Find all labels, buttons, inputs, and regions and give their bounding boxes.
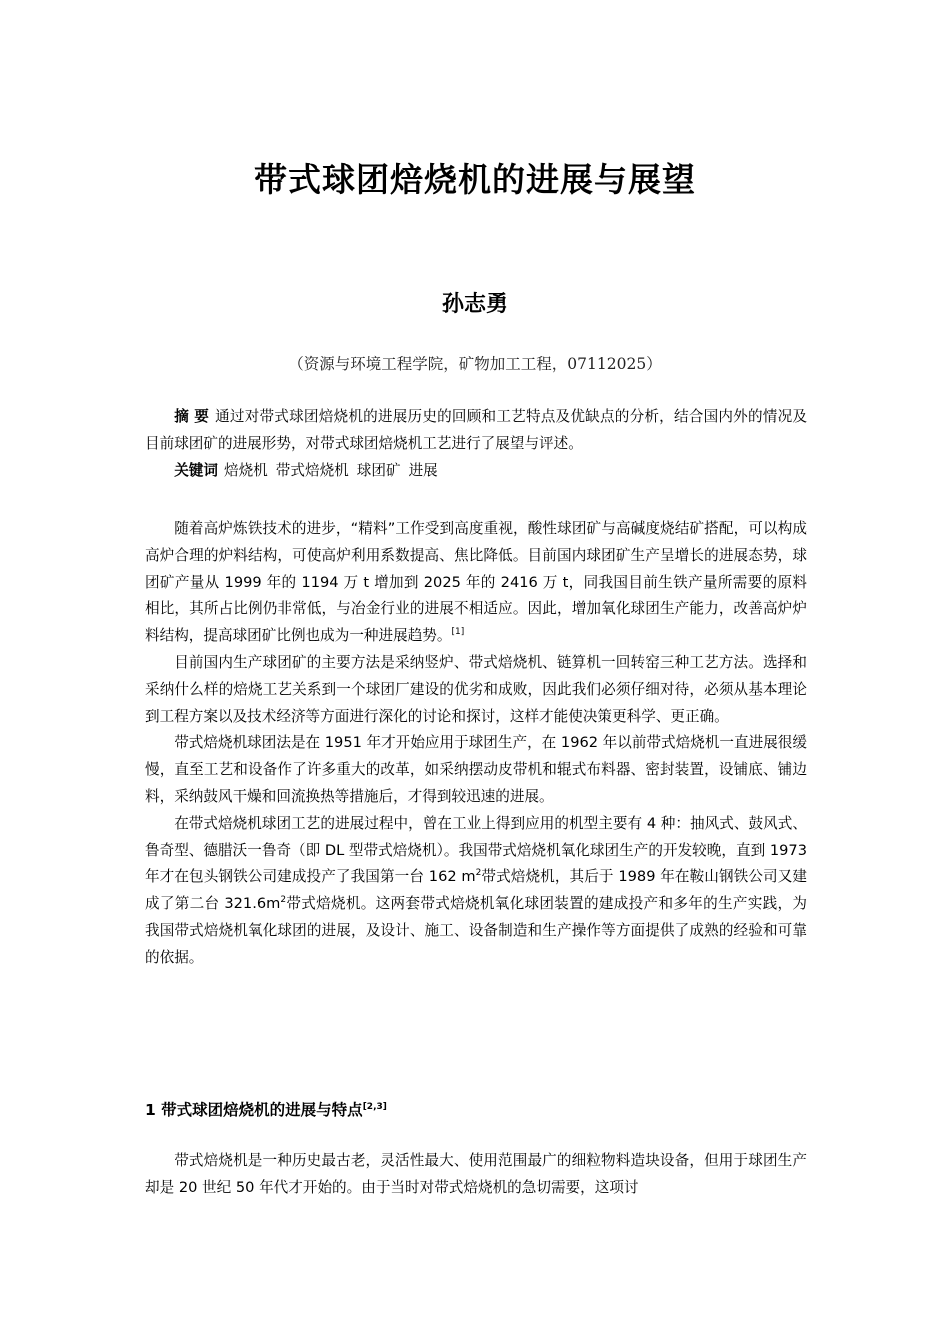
intro-paragraph-4 (145, 811, 807, 972)
keywords-label: 关键词 (174, 461, 218, 479)
author-affiliation: （资源与环境工程学院，矿物加工工程，07112025） (288, 355, 662, 373)
citation-ref[interactable]: [2,3] (362, 1101, 387, 1112)
author-name: 孙志勇 (441, 292, 508, 317)
keyword-item: 进展 (408, 461, 438, 479)
abstract-paragraph (145, 404, 807, 458)
intro-paragraph-4-part-b: 带式焙烧机，其后于 1989 年在鞍山钢铁公司又建成了第二台 321.6m (145, 868, 807, 913)
abstract-label: 摘 要 (174, 408, 210, 425)
section-1-title: 1 带式球团焙烧机的进展与特点 (145, 1101, 363, 1119)
intro-paragraph-3: 带式焙烧机球团法是在 1951 年才开始应用于球团生产，在 1962 年以前带式焙烧机一直进展很缓慢，直至工艺和设备作了许多重大的改革，如采纳摆动皮带机和辊式布料器、密封装置，设铺底、铺边料，采纳鼓风干燥和回流换热等措施后，才得到较迅速的进展。 (145, 734, 807, 805)
intro-paragraph-4-part-a: 在带式焙烧机球团工艺的进展过程中，曾在工业上得到应用的机型主要有 4 种：抽风式、鼓风式、鲁奇型、德腊沃一鲁奇（即 DL 型带式焙烧机）。我国带式焙烧机氧化球团生产的开发较晚，直到 1973 年才在包头钢铁公司建成投产了我国第一台 162 m (145, 814, 807, 886)
introduction-section (145, 516, 807, 972)
intro-paragraph-1 (145, 516, 807, 650)
section-1-heading (145, 1098, 387, 1120)
intro-paragraph-2: 目前国内生产球团矿的主要方法是采纳竖炉、带式焙烧机、链算机一回转窑三种工艺方法。选择和采纳什么样的焙烧工艺关系到一个球团厂建设的优劣和成败，因此我们必须仔细对待，必须从基本理论到工程方案以及技术经济等方面进行深化的讨论和探讨，这样才能使决策更科学、更正确。 (145, 653, 807, 725)
intro-paragraph-4-part-c: 带式焙烧机。这两套带式焙烧机氧化球团装置的建成投产和多年的生产实践，为我国带式焙烧机氧化球团的进展，及设计、施工、设备制造和生产操作等方面提供了成熟的经验和可靠的依据。 (145, 895, 807, 966)
superscript-unit: 2 (280, 895, 287, 906)
keyword-item: 球团矿 (356, 461, 401, 479)
abstract-block (145, 404, 807, 484)
intro-paragraph-1-text: 随着高炉炼铁技术的进步，“精料”工作受到高度重视，酸性球团矿与高碱度烧结矿搭配，可以构成高炉合理的炉料结构，可使高炉利用系数提高、焦比降低。目前国内球团矿生产呈增长的进展态势，球团矿产量从 1999 年的 1194 万 t 增加到 2025 年的 2416 万 t，同我国目前生铁产量所需要的原料相比，其所占比例仍非常低，与冶金行业的进展不相适应。因此，增加氧化球团生产能力，改善高炉炉料结构，提高球团矿比例也成为一种进展趋势。 (145, 520, 807, 645)
citation-ref[interactable]: [1] (451, 627, 465, 638)
section-1-body (145, 1148, 807, 1202)
keyword-item: 带式焙烧机 (275, 461, 349, 479)
keywords-line (145, 458, 807, 485)
paper-title: 带式球团焙烧机的进展与展望 (254, 160, 696, 199)
keyword-item: 焙烧机 (223, 461, 268, 479)
abstract-text: 通过对带式球团焙烧机的进展历史的回顾和工艺特点及优缺点的分析，结合国内外的情况及目前球团矿的进展形势，对带式球团焙烧机工艺进行了展望与评述。 (145, 408, 807, 452)
superscript-unit: 2 (475, 868, 482, 879)
section-1-paragraph-1: 带式焙烧机是一种历史最古老，灵活性最大、使用范围最广的细粒物料造块设备，但用于球团生产却是 20 世纪 50 年代才开始的。由于当时对带式焙烧机的急切需要，这项讨 (145, 1152, 807, 1196)
